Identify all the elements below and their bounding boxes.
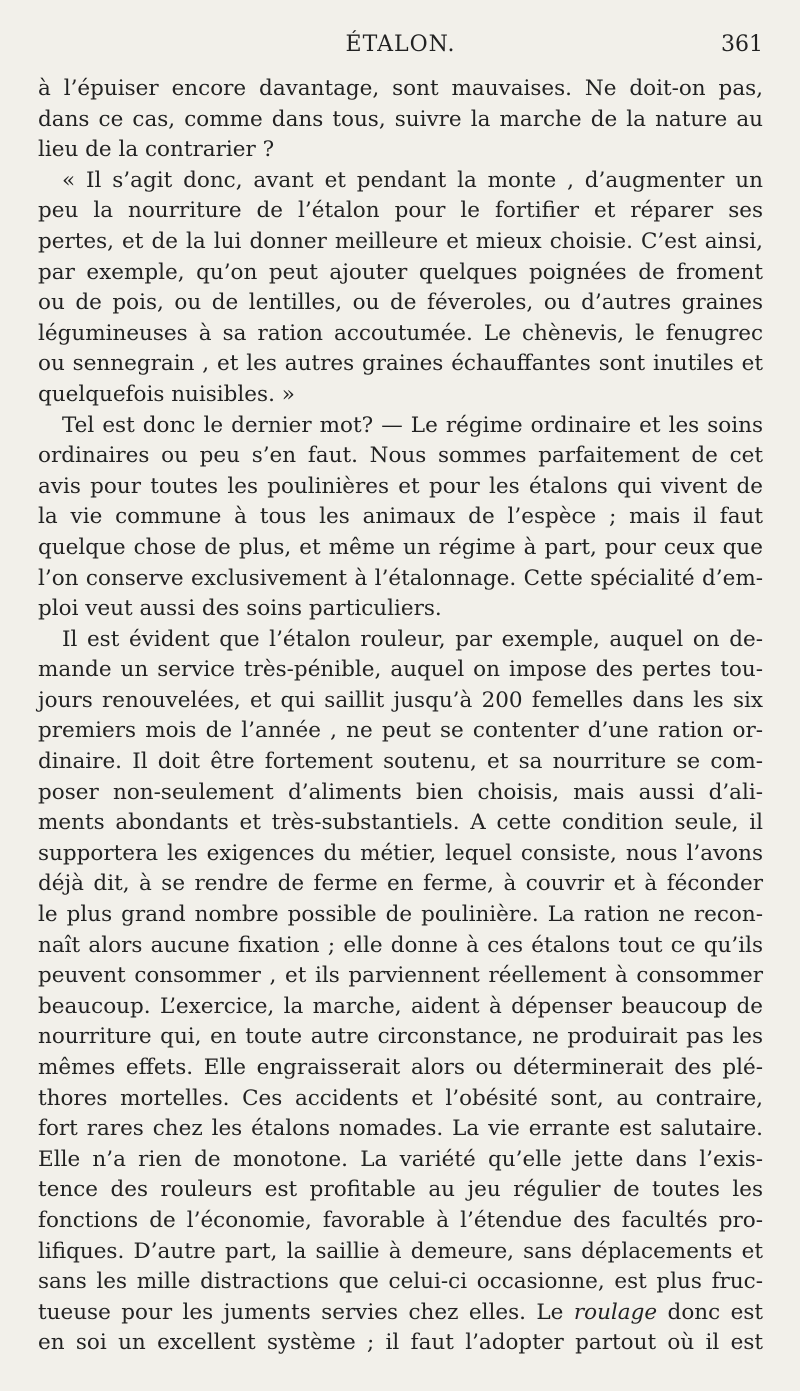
text-line: à l’épuiser encore davantage, sont mauvaises. Ne doit-on pas,: [38, 76, 763, 101]
text-line: quelque chose de plus, et même un régime à part, pour ceux que: [38, 534, 763, 560]
text-line: sans les mille distractions que celui-ci occasionne, est plus fruc-: [38, 1269, 763, 1295]
text-line: par exemple, qu’on peut ajouter quelques poignées de froment: [38, 259, 763, 285]
text-line: tence des rouleurs est profitable au jeu régulier de toutes les: [38, 1177, 763, 1203]
text-line: le plus grand nombre possible de poulinière. La ration ne recon-: [38, 902, 763, 928]
text-line: déjà dit, à se rendre de ferme en ferme, à couvrir et à féconder: [38, 871, 763, 897]
text-line: lieu de la contrarier ?: [38, 137, 275, 163]
text-line: légumineuses à sa ration accoutumée. Le chènevis, le fenugrec: [38, 320, 763, 346]
page-number: 361: [721, 32, 763, 57]
text-line: fonctions de l’économie, favorable à l’étendue des facultés pro-: [38, 1207, 763, 1233]
text-line: ou sennegrain , et les autres graines échauffantes sont inutiles et: [38, 351, 763, 377]
text-line: en soi un excellent système ; il faut l’adopter partout où il est: [38, 1330, 763, 1356]
text-line: l’on conserve exclusivement à l’étalonnage. Cette spécialité d’em-: [38, 565, 763, 591]
text-line: tueuse pour les juments servies chez elles. Le roulage donc est: [38, 1299, 764, 1325]
text-line: fort rares chez les étalons nomades. La vie errante est salutaire.: [38, 1116, 763, 1142]
text-line: dans ce cas, comme dans tous, suivre la marche de la nature au: [38, 106, 763, 132]
text-line: supportera les exigences du métier, lequel consiste, nous l’avons: [38, 840, 763, 866]
text-line: Il est évident que l’étalon rouleur, par exemple, auquel on de-: [62, 626, 763, 652]
text-line: beaucoup. L’exercice, la marche, aident à dépenser beaucoup de: [38, 993, 763, 1019]
body-text: [38, 74, 763, 1359]
text-line: lifiques. D’autre part, la saillie à demeure, sans déplacements et: [38, 1238, 763, 1264]
text-line: peuvent consommer , et ils parviennent réellement à consommer: [38, 963, 763, 989]
text-line: nourriture qui, en toute autre circonstance, ne produirait pas les: [38, 1024, 763, 1050]
text-line: Elle n’a rien de monotone. La variété qu’elle jette dans l’exis-: [38, 1146, 763, 1172]
text-line: mêmes effets. Elle engraisserait alors ou déterminerait des plé-: [38, 1055, 763, 1080]
text-line: avis pour toutes les poulinières et pour les étalons qui vivent de: [38, 473, 763, 499]
running-header: [38, 30, 763, 64]
running-title: ÉTALON.: [345, 32, 456, 57]
text-line: jours renouvelées, et qui saillit jusqu’à 200 femelles dans les six: [38, 687, 763, 713]
italic-word: roulage: [573, 1299, 658, 1325]
text-line: la vie commune à tous les animaux de l’espèce ; mais il faut: [38, 504, 763, 530]
text-line: premiers mois de l’année , ne peut se contenter d’une ration or-: [38, 718, 763, 744]
text-line: poser non-seulement d’aliments bien choisis, mais aussi d’ali-: [38, 779, 763, 805]
text-line: thores mortelles. Ces accidents et l’obésité sont, au contraire,: [38, 1085, 763, 1111]
text-line: ments abondants et très-substantiels. A cette condition seule, il: [38, 810, 763, 836]
text-line: quelquefois nuisibles. »: [38, 381, 295, 407]
text-line: peu la nourriture de l’étalon pour le fortifier et réparer ses: [38, 198, 763, 224]
text-line: pertes, et de la lui donner meilleure et mieux choisie. C’est ainsi,: [38, 228, 763, 254]
text-line: Tel est donc le dernier mot? — Le régime ordinaire et les soins: [62, 412, 763, 438]
text-line: ordinaires ou peu s’en faut. Nous sommes parfaitement de cet: [38, 443, 763, 469]
text-line: dinaire. Il doit être fortement soutenu, et sa nourriture se com-: [38, 749, 763, 775]
text-line: mande un service très-pénible, auquel on impose des pertes tou-: [38, 657, 763, 683]
text-line: ploi veut aussi des soins particuliers.: [38, 596, 442, 622]
text-line: naît alors aucune fixation ; elle donne à ces étalons tout ce qu’ils: [38, 932, 763, 958]
text-line: « Il s’agit donc, avant et pendant la monte , d’augmenter un: [62, 167, 763, 193]
text-line: ou de pois, ou de lentilles, ou de féveroles, ou d’autres graines: [38, 290, 763, 316]
